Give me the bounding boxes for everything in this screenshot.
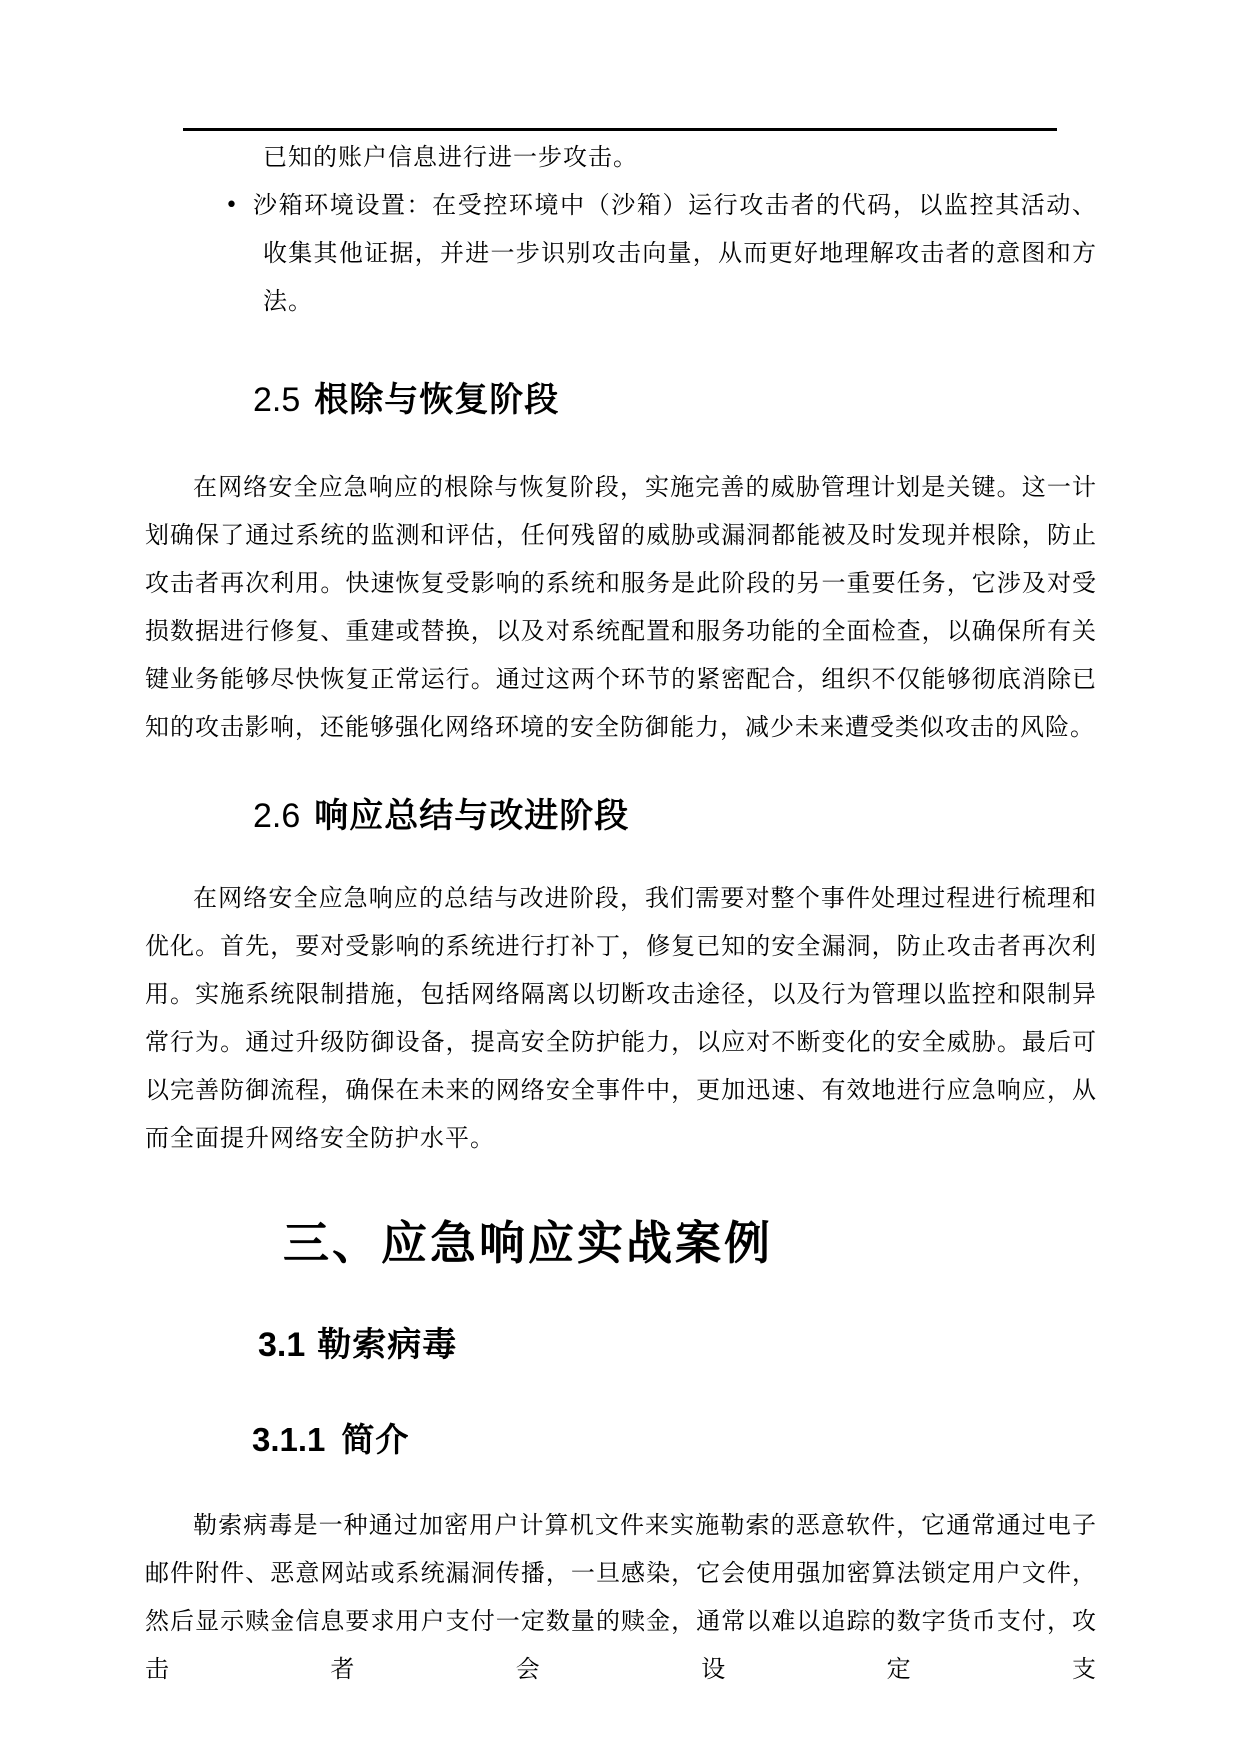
section-number: 2.6 (253, 797, 301, 835)
subsubsection-paragraph-3-1-1: 勒索病毒是一种通过加密用户计算机文件来实施勒索的恶意软件，它通常通过电子邮件附件、恶意网站或系统漏洞传播，一旦感染，它会使用强加密算法锁定用户文件，然后显示赎金信息要求用户支付一定数量的赎金，通常以难以追踪的数字货币支付，攻击者会设定支 (145, 1513, 1097, 1683)
document-body (145, 0, 1097, 1694)
bullet-icon: • (225, 193, 239, 218)
subsection-number: 3.1 (258, 1326, 306, 1364)
bullet-text: 沙箱环境设置：在受控环境中（沙箱）运行攻击者的代码，以监控其活动、收集其他证据，并进一步识别攻击向量，从而更好地理解攻击者的意图和方法。 (253, 193, 1097, 315)
section-paragraph-2-5: 在网络安全应急响应的根除与恢复阶段，实施完善的威胁管理计划是关键。这一计划确保了通过系统的监测和评估，任何残留的威胁或漏洞都能被及时发现并根除，防止攻击者再次利用。快速恢复受影响的系统和服务是此阶段的另一重要任务，它涉及对受损数据进行修复、重建或替换，以及对系统配置和服务功能的全面检查，以确保所有关键业务能够尽快恢复正常运行。通过这两个环节的紧密配合，组织不仅能够彻底消除已知的攻击影响，还能够强化网络环境的安全防御能力，减少未来遭受类似攻击的风险。 (145, 475, 1097, 741)
subsubsection-number: 3.1.1 (252, 1421, 326, 1458)
section-title: 响应总结与改进阶段 (314, 797, 630, 835)
subsubsection-title: 简介 (341, 1421, 410, 1458)
subsection-title: 勒索病毒 (317, 1326, 458, 1364)
chapter-heading: 三、应急响应实战案例 (283, 1217, 773, 1269)
section-title: 根除与恢复阶段 (314, 381, 560, 419)
section-heading-2-5 (253, 378, 1097, 422)
section-number: 2.5 (253, 381, 301, 419)
bullet-list-item (145, 182, 1097, 326)
section-paragraph-2-6: 在网络安全应急响应的总结与改进阶段，我们需要对整个事件处理过程进行梳理和优化。首先，要对受影响的系统进行打补丁，修复已知的安全漏洞，防止攻击者再次利用。实施系统限制措施，包括网络隔离以切断攻击途径，以及行为管理以监控和限制异常行为。通过升级防御设备，提高安全防护能力，以应对不断变化的安全威胁。最后可以完善防御流程，确保在未来的网络安全事件中，更加迅速、有效地进行应急响应，从而全面提升网络安全防护水平。 (145, 886, 1097, 1152)
subsection-heading-3-1 (258, 1323, 1097, 1367)
subsubsection-heading-3-1-1 (252, 1418, 1097, 1462)
paragraph-continuation: 已知的账户信息进行进一步攻击。 (263, 145, 638, 171)
section-heading-2-6 (253, 794, 1097, 838)
